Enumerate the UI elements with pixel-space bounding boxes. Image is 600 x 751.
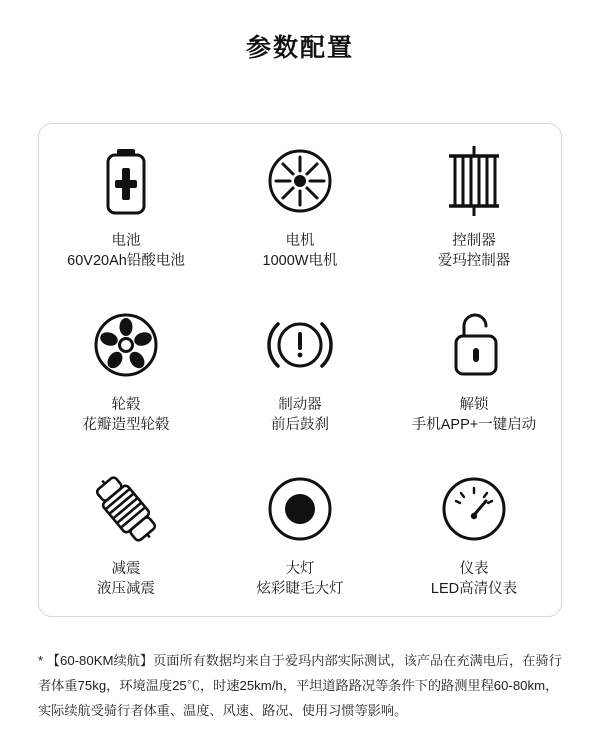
gauge-icon <box>436 469 512 549</box>
spec-item-headlight <box>213 452 387 616</box>
unlock-icon <box>440 305 508 385</box>
spec-item-motor <box>213 124 387 288</box>
page-title: 参数配置 <box>245 34 354 62</box>
wheel-hub-icon <box>88 305 164 385</box>
spec-item-unlock <box>387 288 561 452</box>
spec-item-label: 减震 <box>111 561 141 577</box>
spec-item-sub: 液压减震 <box>97 581 155 597</box>
spec-item-label: 制动器 <box>278 397 322 413</box>
spec-item-label: 电机 <box>285 233 315 249</box>
spec-item-sub: 60V20Ah铅酸电池 <box>67 253 185 269</box>
spec-item-sub: 前后鼓刹 <box>271 417 329 433</box>
spec-item-brake <box>213 288 387 452</box>
brake-icon <box>260 305 340 385</box>
spec-item-sub: 手机APP+一键启动 <box>411 417 537 433</box>
spec-item-battery <box>39 124 213 288</box>
controller-icon <box>441 141 507 221</box>
spec-item-sub: 炫彩睫毛大灯 <box>256 581 344 597</box>
spec-item-label: 大灯 <box>285 561 315 577</box>
shock-absorber-icon <box>84 469 168 549</box>
spec-item-sub: 花瓣造型轮毂 <box>82 417 170 433</box>
spec-page <box>0 28 600 751</box>
spec-card <box>38 123 562 617</box>
spec-item-gauge <box>387 452 561 616</box>
footnote: * 【60-80KM续航】页面所有数据均来自于爱玛内部实际测试，该产品在充满电后，在骑行者体重75kg，环境温度25℃，时速25km/h，平坦道路路况等条件下的路测里程60-80km，实际续航受骑行者体重、温度、风速、路况、使用习惯等影响。 <box>38 653 562 718</box>
spec-item-shock-absorber <box>39 452 213 616</box>
spec-item-sub: 1000W电机 <box>262 253 338 269</box>
spec-item-controller <box>387 124 561 288</box>
motor-icon <box>262 141 338 221</box>
spec-item-label: 仪表 <box>459 561 489 577</box>
battery-icon <box>95 141 157 221</box>
spec-grid <box>39 124 561 616</box>
spec-item-sub: 爱玛控制器 <box>437 253 511 269</box>
spec-item-label: 轮毂 <box>111 397 141 413</box>
spec-item-sub: LED高清仪表 <box>430 581 518 597</box>
spec-item-wheel-hub <box>39 288 213 452</box>
spec-item-label: 控制器 <box>452 233 496 249</box>
headlight-icon <box>262 469 338 549</box>
spec-item-label: 电池 <box>111 233 141 249</box>
spec-item-label: 解锁 <box>459 397 489 413</box>
